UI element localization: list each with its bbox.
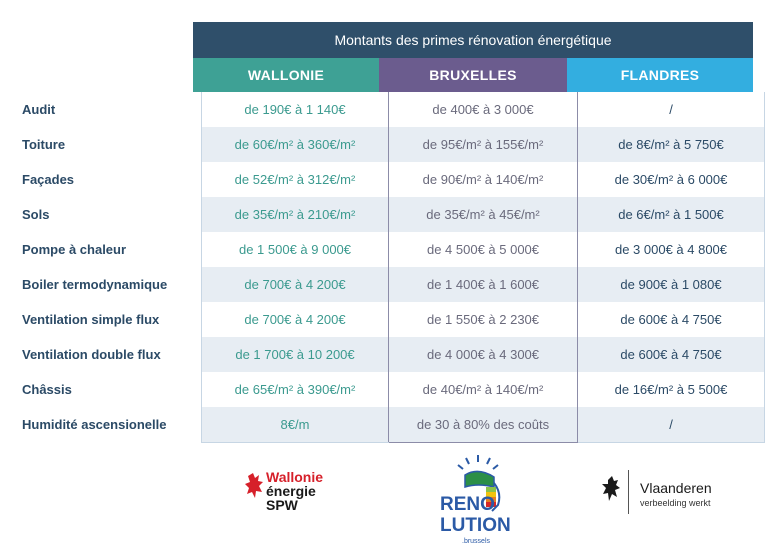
row-label: Châssis: [14, 372, 202, 407]
row-label: Humidité ascensionelle: [14, 407, 202, 443]
cell-bruxelles: de 95€/m² à 155€/m²: [389, 127, 578, 162]
row-label: Boiler termodynamique: [14, 267, 202, 302]
vlaanderen-name: Vlaanderen: [640, 480, 712, 496]
wallonie-logo-line1: Wallonie: [266, 469, 324, 485]
flemish-lion-icon: [600, 474, 626, 508]
renolution-logo: [432, 453, 524, 548]
row-label: Toiture: [14, 127, 202, 162]
wallonie-logo-line3: SPW: [266, 497, 298, 513]
cell-bruxelles: de 30 à 80% des coûts: [389, 407, 578, 443]
table-row: [14, 372, 765, 407]
cell-wallonie: de 700€ à 4 200€: [202, 302, 389, 337]
cell-flandres: de 3 000€ à 4 800€: [578, 232, 765, 267]
cell-flandres: de 16€/m² à 5 500€: [578, 372, 765, 407]
table-row: [14, 127, 765, 162]
vlaanderen-logo: [600, 470, 740, 514]
table-row: [14, 267, 765, 302]
table-row: [14, 197, 765, 232]
cell-bruxelles: de 4 000€ à 4 300€: [389, 337, 578, 372]
row-label: Ventilation simple flux: [14, 302, 202, 337]
table-row: [14, 302, 765, 337]
vlaanderen-tagline: verbeelding werkt: [640, 498, 711, 508]
cell-wallonie: de 1 500€ à 9 000€: [202, 232, 389, 267]
cell-flandres: de 30€/m² à 6 000€: [578, 162, 765, 197]
premium-table: [14, 92, 765, 443]
table-row: [14, 337, 765, 372]
cell-wallonie: 8€/m: [202, 407, 389, 443]
rooster-icon: [244, 472, 266, 502]
row-label: Ventilation double flux: [14, 337, 202, 372]
row-label: Sols: [14, 197, 202, 232]
cell-flandres: de 6€/m² à 1 500€: [578, 197, 765, 232]
renolution-line2: LUTION: [440, 515, 511, 536]
table-row: [14, 407, 765, 443]
renolution-hand-icon: [432, 453, 524, 548]
cell-bruxelles: de 35€/m² à 45€/m²: [389, 197, 578, 232]
cell-bruxelles: de 1 550€ à 2 230€: [389, 302, 578, 337]
vlaanderen-divider: [628, 470, 629, 514]
wallonie-energie-logo: [244, 470, 354, 514]
row-label: Façades: [14, 162, 202, 197]
column-header-wallonie: WALLONIE: [193, 58, 379, 92]
cell-flandres: de 900€ à 1 080€: [578, 267, 765, 302]
cell-wallonie: de 700€ à 4 200€: [202, 267, 389, 302]
wallonie-logo-line2: énergie: [266, 483, 316, 499]
cell-flandres: /: [578, 407, 765, 443]
cell-wallonie: de 65€/m² à 390€/m²: [202, 372, 389, 407]
cell-flandres: de 600€ à 4 750€: [578, 337, 765, 372]
table-row: [14, 92, 765, 127]
table-row: [14, 232, 765, 267]
cell-flandres: /: [578, 92, 765, 127]
table-title: Montants des primes rénovation énergétique: [193, 22, 753, 58]
cell-bruxelles: de 90€/m² à 140€/m²: [389, 162, 578, 197]
cell-wallonie: de 60€/m² à 360€/m²: [202, 127, 389, 162]
cell-wallonie: de 52€/m² à 312€/m²: [202, 162, 389, 197]
cell-bruxelles: de 1 400€ à 1 600€: [389, 267, 578, 302]
cell-wallonie: de 190€ à 1 140€: [202, 92, 389, 127]
cell-flandres: de 600€ à 4 750€: [578, 302, 765, 337]
cell-bruxelles: de 40€/m² à 140€/m²: [389, 372, 578, 407]
row-label: Audit: [14, 92, 202, 127]
cell-wallonie: de 35€/m² à 210€/m²: [202, 197, 389, 232]
row-label: Pompe à chaleur: [14, 232, 202, 267]
premium-table-body: [14, 92, 765, 443]
cell-flandres: de 8€/m² à 5 750€: [578, 127, 765, 162]
table-row: [14, 162, 765, 197]
column-header-bruxelles: BRUXELLES: [379, 58, 567, 92]
cell-wallonie: de 1 700€ à 10 200€: [202, 337, 389, 372]
cell-bruxelles: de 4 500€ à 5 000€: [389, 232, 578, 267]
cell-bruxelles: de 400€ à 3 000€: [389, 92, 578, 127]
renolution-line1: RENO: [440, 494, 495, 515]
column-header-flandres: FLANDRES: [567, 58, 753, 92]
renolution-tag: .brussels: [462, 538, 491, 545]
